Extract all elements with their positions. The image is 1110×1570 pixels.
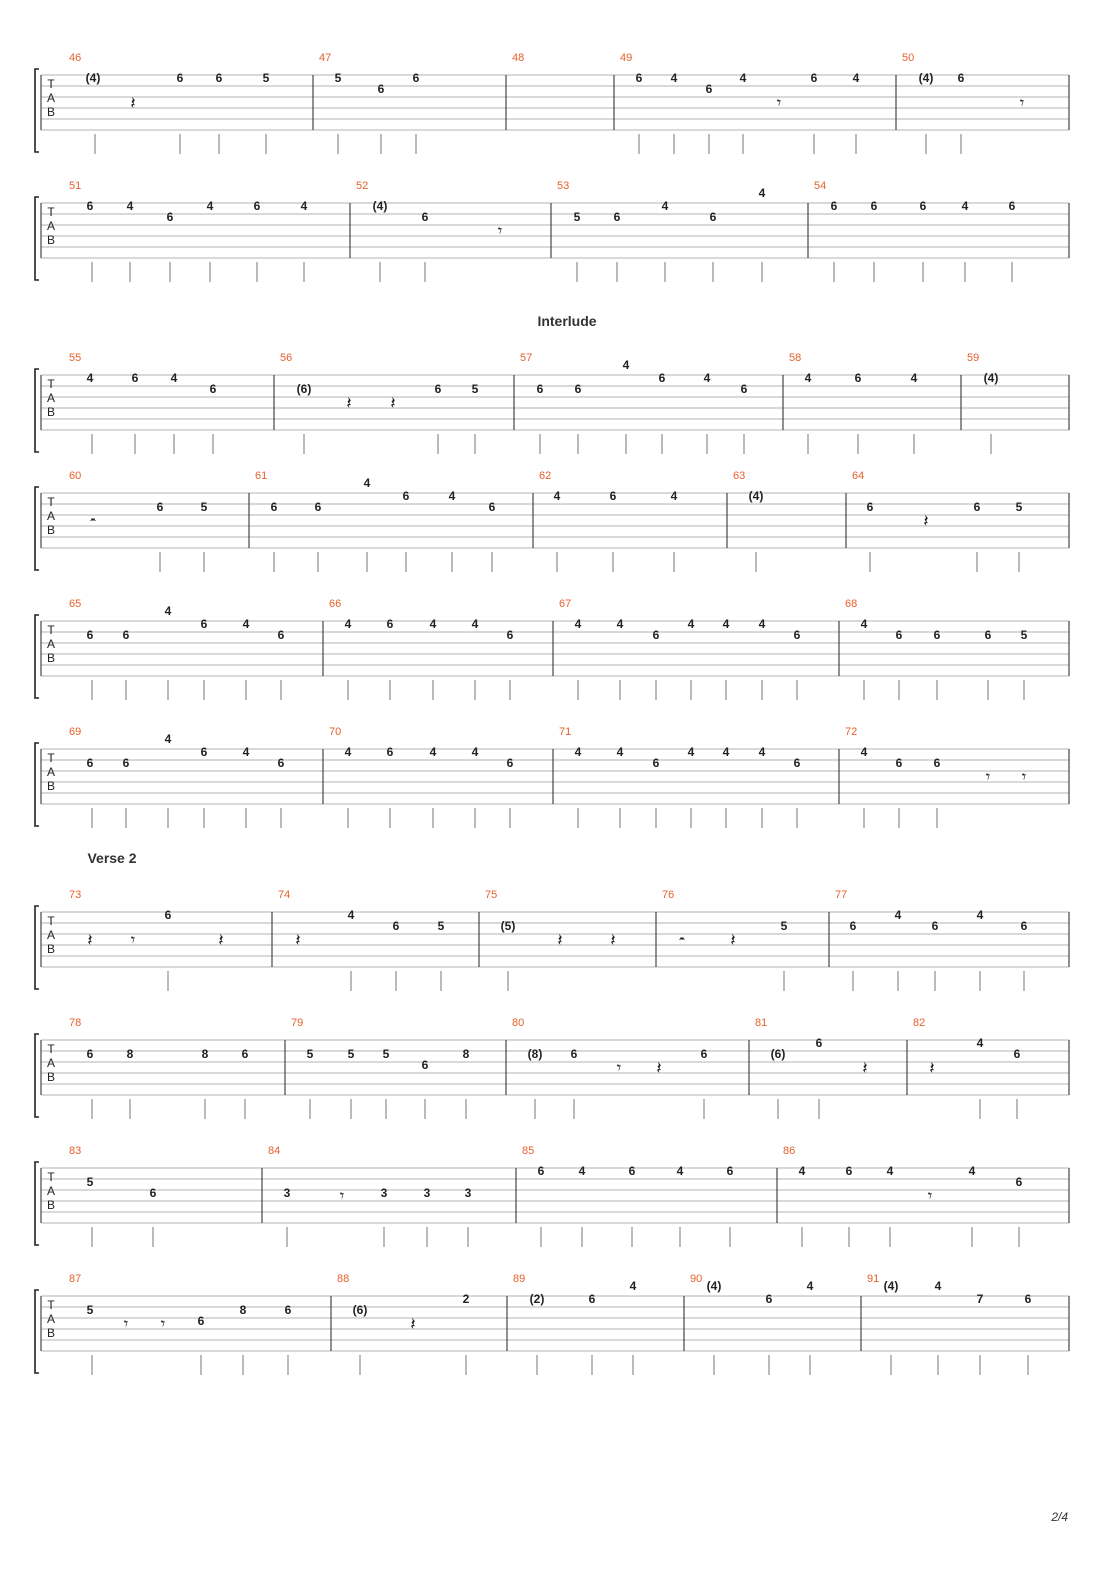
measure-number: 68 (845, 598, 858, 610)
fret-number: 6 (588, 1292, 596, 1306)
fret-number: 4 (206, 199, 214, 213)
fret-number: (4) (983, 371, 999, 385)
fret-number: 6 (200, 745, 208, 759)
fret-number: 6 (849, 919, 857, 933)
measure-number: 75 (485, 889, 498, 901)
fret-number: 4 (616, 745, 624, 759)
fret-number: 4 (574, 617, 582, 631)
fret-number: 4 (629, 1279, 637, 1293)
fret-number: 6 (793, 756, 801, 770)
fret-number: (5) (500, 919, 516, 933)
measure-number: 80 (512, 1017, 525, 1029)
fret-number: 6 (434, 382, 442, 396)
fret-number: 4 (661, 199, 669, 213)
fret-number: 6 (740, 382, 748, 396)
measure-number: 57 (520, 352, 533, 364)
fret-number: 6 (895, 628, 903, 642)
fret-number: 4 (126, 199, 134, 213)
fret-number: 2 (462, 1292, 470, 1306)
rest-symbol: 𝄾 (497, 221, 503, 242)
fret-number: 6 (277, 628, 285, 642)
fret-number: 4 (758, 745, 766, 759)
fret-number: 6 (705, 82, 713, 96)
rest-symbol: 𝄼 (678, 930, 686, 951)
fret-number: 6 (537, 1164, 545, 1178)
rest-symbol: 𝄾 (160, 1314, 166, 1335)
tab-clef-letter: T (47, 77, 55, 91)
rest-symbol: 𝄽 (730, 930, 736, 951)
measure-number: 62 (539, 470, 552, 482)
fret-number: 8 (201, 1047, 209, 1061)
fret-number: 6 (488, 500, 496, 514)
fret-number: (4) (883, 1279, 899, 1293)
fret-number: 4 (806, 1279, 814, 1293)
fret-number: 4 (804, 371, 812, 385)
fret-number: 6 (609, 489, 617, 503)
fret-number: 8 (126, 1047, 134, 1061)
measure-number: 86 (783, 1145, 796, 1157)
fret-number: 4 (934, 1279, 942, 1293)
fret-number: (4) (85, 71, 101, 85)
tab-clef-letter: T (47, 751, 55, 765)
system-bracket (35, 487, 39, 570)
fret-number: 7 (976, 1292, 984, 1306)
tab-clef-letter: B (46, 1070, 56, 1084)
fret-number: 5 (471, 382, 479, 396)
rest-symbol: 𝄽 (87, 930, 93, 951)
fret-number: 6 (277, 756, 285, 770)
measure-number: 47 (319, 52, 332, 64)
system-bracket (35, 1162, 39, 1245)
fret-number: (4) (748, 489, 764, 503)
fret-number: 6 (122, 756, 130, 770)
fret-number: 6 (386, 617, 394, 631)
tab-clef-letter: B (46, 405, 56, 419)
measure-number: 74 (278, 889, 291, 901)
fret-number: 4 (798, 1164, 806, 1178)
fret-number: 6 (652, 756, 660, 770)
system-bracket (35, 69, 39, 152)
fret-number: 6 (700, 1047, 708, 1061)
fret-number: 6 (86, 628, 94, 642)
measure-number: 79 (291, 1017, 304, 1029)
measure-number: 48 (512, 52, 525, 64)
measure-number: 65 (69, 598, 82, 610)
fret-number: 6 (412, 71, 420, 85)
fret-number: 5 (347, 1047, 355, 1061)
fret-number: 6 (570, 1047, 578, 1061)
fret-number: 6 (709, 210, 717, 224)
fret-number: (8) (527, 1047, 543, 1061)
fret-number: 6 (1024, 1292, 1032, 1306)
fret-number: 8 (239, 1303, 247, 1317)
fret-number: 5 (306, 1047, 314, 1061)
fret-number: 6 (866, 500, 874, 514)
section-label: Verse 2 (87, 850, 137, 866)
fret-number: 4 (676, 1164, 684, 1178)
fret-number: 6 (845, 1164, 853, 1178)
fret-number: 6 (392, 919, 400, 933)
fret-number: (6) (296, 382, 312, 396)
rest-symbol: 𝄽 (130, 93, 136, 114)
tab-clef-letter: A (46, 928, 56, 942)
fret-number: (4) (706, 1279, 722, 1293)
page-number: 2/4 (1051, 1510, 1068, 1524)
rest-symbol: 𝄾 (123, 1314, 129, 1335)
fret-number: 4 (860, 617, 868, 631)
fret-number: 6 (314, 500, 322, 514)
measure-number: 67 (559, 598, 572, 610)
rest-symbol: 𝄽 (610, 930, 616, 951)
fret-number: 6 (658, 371, 666, 385)
measure-number: 56 (280, 352, 293, 364)
fret-number: 4 (164, 732, 172, 746)
tab-clef-letter: T (47, 1042, 55, 1056)
fret-number: 4 (471, 745, 479, 759)
measure-number: 78 (69, 1017, 82, 1029)
tab-clef-letter: T (47, 1298, 55, 1312)
fret-number: 6 (164, 908, 172, 922)
measure-number: 49 (620, 52, 633, 64)
fret-number: 4 (553, 489, 561, 503)
fret-number: 6 (830, 199, 838, 213)
fret-number: 6 (1015, 1175, 1023, 1189)
measure-number: 61 (255, 470, 268, 482)
fret-number: 6 (421, 210, 429, 224)
fret-number: 4 (703, 371, 711, 385)
fret-number: 4 (758, 617, 766, 631)
fret-number: 6 (197, 1314, 205, 1328)
fret-number: 5 (573, 210, 581, 224)
tab-clef-letter: A (46, 91, 56, 105)
fret-number: 5 (437, 919, 445, 933)
tab-clef-letter: A (46, 391, 56, 405)
fret-number: 6 (810, 71, 818, 85)
fret-number: 6 (628, 1164, 636, 1178)
measure-number: 59 (967, 352, 980, 364)
fret-number: 4 (242, 617, 250, 631)
rest-symbol: 𝄽 (557, 930, 563, 951)
measure-number: 83 (69, 1145, 82, 1157)
fret-number: 4 (976, 908, 984, 922)
measure-number: 85 (522, 1145, 535, 1157)
tab-clef-letter: B (46, 523, 56, 537)
system-bracket (35, 743, 39, 826)
fret-number: 6 (895, 756, 903, 770)
fret-number: 4 (670, 71, 678, 85)
fret-number: 4 (578, 1164, 586, 1178)
system-bracket (35, 906, 39, 989)
fret-number: 4 (961, 199, 969, 213)
fret-number: 3 (423, 1186, 431, 1200)
rest-symbol: 𝄼 (89, 511, 97, 532)
fret-number: 4 (164, 604, 172, 618)
fret-number: (4) (918, 71, 934, 85)
measure-number: 60 (69, 470, 82, 482)
fret-number: 6 (765, 1292, 773, 1306)
fret-number: 5 (86, 1303, 94, 1317)
fret-number: 6 (984, 628, 992, 642)
fret-number: 6 (122, 628, 130, 642)
fret-number: 6 (149, 1186, 157, 1200)
measure-number: 52 (356, 180, 369, 192)
measure-number: 53 (557, 180, 570, 192)
fret-number: 6 (854, 371, 862, 385)
system-bracket (35, 197, 39, 280)
fret-number: 4 (170, 371, 178, 385)
fret-number: 6 (209, 382, 217, 396)
fret-number: 4 (347, 908, 355, 922)
tab-clef-letter: T (47, 1170, 55, 1184)
fret-number: 4 (968, 1164, 976, 1178)
fret-number: 6 (973, 500, 981, 514)
fret-number: 6 (870, 199, 878, 213)
fret-number: 6 (86, 756, 94, 770)
measure-number: 55 (69, 352, 82, 364)
rest-symbol: 𝄽 (862, 1058, 868, 1079)
fret-number: 6 (574, 382, 582, 396)
fret-number: 6 (166, 210, 174, 224)
tab-clef-letter: A (46, 1312, 56, 1326)
measure-number: 89 (513, 1273, 526, 1285)
measure-number: 69 (69, 726, 82, 738)
fret-number: 5 (382, 1047, 390, 1061)
fret-number: 4 (86, 371, 94, 385)
fret-number: 3 (283, 1186, 291, 1200)
rest-symbol: 𝄽 (410, 1314, 416, 1335)
fret-number: 5 (780, 919, 788, 933)
rest-symbol: 𝄾 (616, 1058, 622, 1079)
fret-number: 4 (622, 358, 630, 372)
fret-number: 3 (464, 1186, 472, 1200)
rest-symbol: 𝄽 (929, 1058, 935, 1079)
fret-number: 6 (86, 1047, 94, 1061)
tab-clef-letter: A (46, 509, 56, 523)
measure-number: 51 (69, 180, 82, 192)
fret-number: 4 (852, 71, 860, 85)
rest-symbol: 𝄽 (218, 930, 224, 951)
fret-number: 4 (429, 745, 437, 759)
fret-number: 4 (886, 1164, 894, 1178)
fret-number: 6 (176, 71, 184, 85)
rest-symbol: 𝄾 (1019, 93, 1025, 114)
fret-number: 6 (726, 1164, 734, 1178)
rest-symbol: 𝄾 (130, 930, 136, 951)
fret-number: 6 (506, 756, 514, 770)
fret-number: 8 (462, 1047, 470, 1061)
tab-clef-letter: B (46, 1326, 56, 1340)
fret-number: (6) (770, 1047, 786, 1061)
fret-number: 6 (156, 500, 164, 514)
tab-clef-letter: T (47, 495, 55, 509)
system-bracket (35, 369, 39, 452)
measure-number: 84 (268, 1145, 281, 1157)
measure-number: 77 (835, 889, 848, 901)
tab-clef-letter: A (46, 1056, 56, 1070)
section-label: Interlude (537, 313, 597, 329)
fret-number: 5 (86, 1175, 94, 1189)
tab-clef-letter: T (47, 205, 55, 219)
tab-clef-letter: B (46, 1198, 56, 1212)
fret-number: 4 (687, 617, 695, 631)
fret-number: 6 (1008, 199, 1016, 213)
fret-number: 4 (739, 71, 747, 85)
fret-number: 6 (131, 371, 139, 385)
fret-number: 4 (363, 476, 371, 490)
fret-number: 4 (300, 199, 308, 213)
tab-clef-letter: T (47, 377, 55, 391)
tab-clef-letter: B (46, 233, 56, 247)
fret-number: 6 (635, 71, 643, 85)
fret-number: 6 (506, 628, 514, 642)
fret-number: 4 (344, 745, 352, 759)
rest-symbol: 𝄽 (295, 930, 301, 951)
measure-number: 87 (69, 1273, 82, 1285)
fret-number: 4 (448, 489, 456, 503)
fret-number: 6 (793, 628, 801, 642)
rest-symbol: 𝄽 (923, 511, 929, 532)
measure-number: 54 (814, 180, 827, 192)
fret-number: 4 (722, 617, 730, 631)
fret-number: 6 (652, 628, 660, 642)
fret-number: (6) (352, 1303, 368, 1317)
fret-number: (4) (372, 199, 388, 213)
measure-number: 70 (329, 726, 342, 738)
measure-number: 88 (337, 1273, 350, 1285)
tab-clef-letter: B (46, 651, 56, 665)
fret-number: 6 (402, 489, 410, 503)
rest-symbol: 𝄽 (346, 393, 352, 414)
fret-number: 4 (722, 745, 730, 759)
system-bracket (35, 1034, 39, 1117)
fret-number: 6 (377, 82, 385, 96)
fret-number: 6 (386, 745, 394, 759)
fret-number: 4 (758, 186, 766, 200)
rest-symbol: 𝄾 (985, 767, 991, 788)
fret-number: 6 (1013, 1047, 1021, 1061)
measure-number: 63 (733, 470, 746, 482)
measure-number: 82 (913, 1017, 926, 1029)
fret-number: 4 (976, 1036, 984, 1050)
measure-number: 91 (867, 1273, 880, 1285)
tab-clef-letter: A (46, 765, 56, 779)
tab-clef-letter: T (47, 623, 55, 637)
measure-number: 81 (755, 1017, 768, 1029)
fret-number: 5 (262, 71, 270, 85)
fret-number: 5 (1020, 628, 1028, 642)
fret-number: 4 (429, 617, 437, 631)
rest-symbol: 𝄾 (776, 93, 782, 114)
fret-number: 6 (931, 919, 939, 933)
tab-clef-letter: B (46, 779, 56, 793)
fret-number: 4 (860, 745, 868, 759)
fret-number: 4 (574, 745, 582, 759)
fret-number: 6 (933, 628, 941, 642)
rest-symbol: 𝄾 (1021, 767, 1027, 788)
tab-clef-letter: B (46, 105, 56, 119)
fret-number: 6 (241, 1047, 249, 1061)
fret-number: 4 (616, 617, 624, 631)
tab-clef-letter: A (46, 219, 56, 233)
fret-number: 5 (1015, 500, 1023, 514)
fret-number: 6 (421, 1058, 429, 1072)
fret-number: 4 (471, 617, 479, 631)
measure-number: 46 (69, 52, 82, 64)
fret-number: 4 (910, 371, 918, 385)
measure-number: 71 (559, 726, 572, 738)
fret-number: 6 (1020, 919, 1028, 933)
measure-number: 76 (662, 889, 675, 901)
tab-clef-letter: A (46, 637, 56, 651)
fret-number: 6 (253, 199, 261, 213)
fret-number: 6 (215, 71, 223, 85)
fret-number: 4 (894, 908, 902, 922)
measure-number: 64 (852, 470, 865, 482)
measure-number: 72 (845, 726, 858, 738)
fret-number: 6 (613, 210, 621, 224)
system-bracket (35, 615, 39, 698)
tab-clef-letter: A (46, 1184, 56, 1198)
fret-number: 5 (200, 500, 208, 514)
rest-symbol: 𝄽 (390, 393, 396, 414)
measure-number: 66 (329, 598, 342, 610)
fret-number: 6 (815, 1036, 823, 1050)
fret-number: 6 (270, 500, 278, 514)
fret-number: 3 (380, 1186, 388, 1200)
fret-number: 6 (536, 382, 544, 396)
tab-clef-letter: T (47, 914, 55, 928)
measure-number: 90 (690, 1273, 703, 1285)
fret-number: 6 (919, 199, 927, 213)
fret-number: 4 (242, 745, 250, 759)
fret-number: (2) (529, 1292, 545, 1306)
fret-number: 4 (344, 617, 352, 631)
fret-number: 5 (334, 71, 342, 85)
fret-number: 4 (670, 489, 678, 503)
measure-number: 50 (902, 52, 915, 64)
fret-number: 6 (957, 71, 965, 85)
rest-symbol: 𝄾 (927, 1186, 933, 1207)
rest-symbol: 𝄾 (339, 1186, 345, 1207)
rest-symbol: 𝄽 (656, 1058, 662, 1079)
system-bracket (35, 1290, 39, 1373)
measure-number: 58 (789, 352, 802, 364)
fret-number: 6 (86, 199, 94, 213)
fret-number: 6 (933, 756, 941, 770)
fret-number: 4 (687, 745, 695, 759)
measure-number: 73 (69, 889, 82, 901)
fret-number: 6 (284, 1303, 292, 1317)
fret-number: 6 (200, 617, 208, 631)
tab-clef-letter: B (46, 942, 56, 956)
